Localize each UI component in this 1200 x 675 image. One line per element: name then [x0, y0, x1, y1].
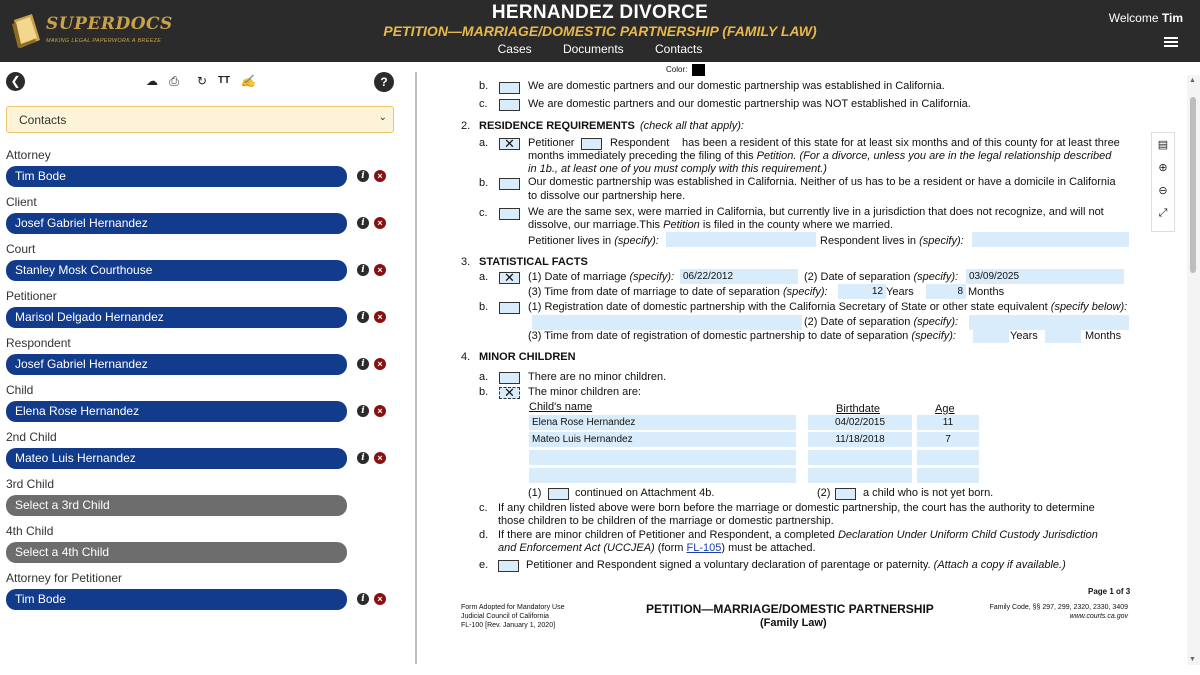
years-field[interactable]: 12 — [838, 284, 886, 299]
item-4d-text-1: If there are minor children of Petitioner and Respondent, a completed Declaration Under Uniform Child Custody Jurisdiction — [498, 529, 1098, 541]
info-icon[interactable]: i — [357, 452, 369, 464]
zoom-out-icon[interactable]: ⊖ — [1158, 185, 1168, 197]
menu-icon[interactable] — [1164, 37, 1178, 47]
respondent-lives-label: Respondent lives in (specify): — [820, 235, 964, 247]
field-label: Court — [6, 242, 36, 256]
info-icon[interactable]: i — [357, 217, 369, 229]
section-3-title: STATISTICAL FACTS — [479, 256, 588, 268]
footer-title: PETITION—MARRIAGE/DOMESTIC PARTNERSHIP — [646, 602, 934, 616]
info-icon[interactable]: i — [357, 593, 369, 605]
field-label: 2nd Child — [6, 430, 57, 444]
document-scrollbar[interactable] — [1187, 75, 1200, 665]
scroll-down-icon[interactable]: ▼ — [1189, 656, 1196, 663]
item-2a-text-1: has been a resident of this state for at least six months and of this county for at least three — [682, 137, 1120, 149]
opt-1-label: (1) — [528, 487, 542, 499]
remove-icon[interactable]: × — [374, 311, 386, 323]
help-icon[interactable]: ? — [374, 72, 394, 92]
contact-select[interactable]: Tim Bode — [6, 166, 347, 187]
item-2a-petitioner: Petitioner — [528, 137, 575, 149]
checkbox-3a[interactable] — [499, 272, 520, 284]
field-label: Client — [6, 195, 37, 209]
field-label: 4th Child — [6, 524, 54, 538]
refresh-icon[interactable]: ↻ — [196, 74, 208, 88]
panel-divider[interactable] — [415, 72, 417, 664]
years-label: Years — [886, 286, 914, 298]
text-size-icon[interactable]: TT — [217, 75, 231, 86]
nav-documents[interactable]: Documents — [562, 42, 624, 56]
item-2b-letter: b. — [479, 177, 489, 189]
panel-select-value: Contacts — [19, 113, 67, 127]
field-label: Attorney for Petitioner — [6, 571, 123, 585]
item-4c-text-1: If any children listed above were born before the marriage or domestic partnership, the court has the authority to determine — [498, 502, 1095, 514]
child-3-age[interactable] — [917, 450, 979, 465]
info-icon[interactable]: i — [357, 358, 369, 370]
item-4e-letter: e. — [479, 559, 489, 571]
remove-icon[interactable]: × — [374, 405, 386, 417]
footer-left: Form Adopted for Mandatory Use Judicial Council of California FL-100 [Rev. January 1, 2020] — [461, 604, 565, 629]
fullscreen-icon[interactable]: ⤢ — [1158, 207, 1168, 219]
item-1b-text: We are domestic partners and our domestic partnership was established in California. — [528, 80, 945, 92]
dp-months-label: Months — [1085, 330, 1122, 342]
checkbox-1b[interactable] — [499, 82, 520, 94]
continued-text: continued on Attachment 4b. — [575, 487, 715, 499]
item-4b-letter: b. — [479, 386, 489, 398]
info-icon[interactable]: i — [357, 311, 369, 323]
child-4-name[interactable] — [529, 468, 796, 483]
item-1b-letter: b. — [479, 80, 489, 92]
child-2-name[interactable]: Mateo Luis Hernandez — [529, 432, 796, 447]
app-header — [0, 0, 1200, 62]
checkbox-2a-petitioner[interactable] — [499, 138, 520, 150]
item-3a-letter: a. — [479, 271, 489, 283]
respondent-lives-field[interactable] — [972, 232, 1129, 247]
time-registration-label: (3) Time from date of registration of domestic partnership to date of separation (specify): — [528, 330, 956, 342]
info-icon[interactable]: i — [357, 264, 369, 276]
cloud-upload-icon[interactable]: ☁ — [146, 74, 158, 88]
back-icon[interactable]: ❮ — [6, 72, 25, 91]
item-4b-text: The minor children are: — [528, 386, 642, 398]
welcome-message — [1109, 11, 1183, 25]
section-4-number: 4. — [461, 351, 471, 363]
col-age: Age — [935, 403, 955, 415]
brand-tagline: MAKING LEGAL PAPERWORK A BREEZE — [46, 38, 162, 44]
footer-subtitle: (Family Law) — [760, 617, 827, 629]
scrollbar-thumb[interactable] — [1190, 97, 1196, 273]
checkbox-2c[interactable] — [499, 208, 520, 220]
document-title: PETITION—MARRIAGE/DOMESTIC PARTNERSHIP (FAMILY LAW) — [383, 23, 817, 39]
field-label: 3rd Child — [6, 477, 55, 491]
contact-select[interactable]: Select a 4th Child — [6, 542, 347, 563]
item-2c-text-1: We are the same sex, were married in California, but currently live in a jurisdiction that does not recognize, and will not — [528, 206, 1104, 218]
checkbox-2b[interactable] — [499, 178, 520, 190]
page-number: Page 1 of 3 — [1088, 587, 1131, 596]
dp-years-label: Years — [1010, 330, 1038, 342]
checkbox-not-born[interactable] — [835, 488, 856, 500]
child-1-name[interactable]: Elena Rose Hernandez — [529, 415, 796, 430]
child-4-birthdate[interactable] — [808, 468, 912, 483]
field-label: Attorney — [6, 148, 51, 162]
remove-icon[interactable]: × — [374, 217, 386, 229]
scroll-up-icon[interactable]: ▲ — [1189, 77, 1196, 84]
panel-toolbar — [0, 62, 410, 100]
checkbox-4e[interactable] — [498, 560, 519, 572]
contact-select[interactable]: Marisol Delgado Hernandez — [6, 307, 347, 328]
section-4-title: MINOR CHILDREN — [479, 351, 576, 363]
item-2b-text-2: to dissolve our partnership here. — [528, 190, 686, 202]
remove-icon[interactable]: × — [374, 170, 386, 182]
section-2-number: 2. — [461, 120, 471, 132]
time-marriage-label: (3) Time from date of marriage to date of separation (specify): — [528, 286, 828, 298]
opt-2-label: (2) — [817, 487, 831, 499]
child-2-age[interactable]: 7 — [917, 432, 979, 447]
print-icon[interactable]: ⎙ — [169, 74, 179, 88]
comment-icon[interactable]: ▤ — [1157, 139, 1169, 151]
nav-cases[interactable]: Cases — [497, 42, 532, 56]
zoom-in-icon[interactable]: ⊕ — [1158, 162, 1168, 174]
info-icon[interactable]: i — [357, 170, 369, 182]
checkbox-3b[interactable] — [499, 302, 520, 314]
section-3-number: 3. — [461, 256, 471, 268]
separation-date-field[interactable]: 03/09/2025 — [966, 269, 1124, 284]
item-4d-letter: d. — [479, 529, 489, 541]
item-4d-text-2: and Enforcement Act (UCCJEA) (form FL-105) must be attached. — [498, 542, 816, 554]
contact-select[interactable]: Select a 3rd Child — [6, 495, 347, 516]
dp-separation-date-label: (2) Date of separation (specify): — [804, 316, 959, 328]
item-2a-respondent: Respondent — [610, 137, 670, 149]
item-4c-letter: c. — [479, 502, 488, 514]
item-2c-text-2: dissolve, our marriage.This Petition is filed in the county where we married. — [528, 219, 894, 231]
item-2b-text-1: Our domestic partnership was established in California. Neither of us has to be a resident or have a domicile in California — [528, 176, 1116, 188]
contacts-panel — [0, 62, 410, 675]
registration-date-label: (1) Registration date of domestic partnership with the California Secretary of State or other state equivalent (specify below): — [528, 301, 1128, 313]
contact-select[interactable]: Josef Gabriel Hernandez — [6, 213, 347, 234]
panel-select[interactable] — [6, 106, 394, 133]
brand-name: SUPERDOCS — [46, 14, 173, 34]
months-field[interactable]: 8 — [926, 284, 966, 299]
child-2-birthdate[interactable]: 11/18/2018 — [808, 432, 912, 447]
signature-icon[interactable]: ✍ — [240, 74, 256, 88]
child-4-age[interactable] — [917, 468, 979, 483]
fl-105-link[interactable]: FL-105 — [686, 542, 722, 554]
remove-icon[interactable]: × — [374, 358, 386, 370]
welcome-prefix: Welcome — [1108, 11, 1159, 25]
color-label: Color: — [666, 65, 688, 74]
section-2-hint: (check all that apply): — [640, 120, 744, 132]
field-label: Respondent — [6, 336, 71, 350]
color-swatch[interactable] — [692, 64, 705, 76]
petitioner-lives-label: Petitioner lives in (specify): — [528, 235, 659, 247]
petition-document — [418, 62, 1188, 675]
checkbox-1c[interactable] — [499, 99, 520, 111]
item-1c-text: We are domestic partners and our domestic partnership was NOT established in California. — [528, 98, 971, 110]
section-2-title: RESIDENCE REQUIREMENTS — [479, 120, 635, 132]
checkbox-4b[interactable] — [499, 387, 520, 399]
petitioner-lives-field[interactable] — [666, 232, 816, 247]
contact-select[interactable]: Mateo Luis Hernandez — [6, 448, 347, 469]
marriage-date-label: (1) Date of marriage (specify): — [528, 271, 675, 283]
nav-contacts[interactable]: Contacts — [655, 42, 703, 56]
chevron-down-icon: ⌄ — [378, 112, 387, 123]
item-2a-letter: a. — [479, 137, 489, 149]
item-4a-text: There are no minor children. — [528, 371, 667, 383]
item-4e-text: Petitioner and Respondent signed a voluntary declaration of parentage or paternity. (Attach a copy if available.) — [526, 559, 1066, 571]
col-birthdate: Birthdate — [836, 403, 881, 415]
dp-years-field[interactable] — [973, 328, 1009, 343]
case-title: HERNANDEZ DIVORCE — [491, 2, 709, 23]
contact-select[interactable]: Josef Gabriel Hernandez — [6, 354, 347, 375]
remove-icon[interactable]: × — [374, 593, 386, 605]
not-born-text: a child who is not yet born. — [863, 487, 994, 499]
main-nav — [0, 42, 1200, 56]
item-2a-text-3: in 1b., at least one of you must comply with this requirement.) — [528, 163, 827, 175]
checkbox-continued[interactable] — [548, 488, 569, 500]
months-label: Months — [968, 286, 1005, 298]
registration-date-field[interactable] — [532, 315, 802, 330]
contact-select[interactable]: Stanley Mosk Courthouse — [6, 260, 347, 281]
child-1-age[interactable]: 11 — [917, 415, 979, 430]
field-label: Petitioner — [6, 289, 57, 303]
item-4c-text-2: those children to be children of the marriage or domestic partnership. — [498, 515, 834, 527]
footer-right: Family Code, §§ 297, 299, 2320, 2330, 3409 www.courts.ca.gov — [989, 604, 1128, 620]
dp-months-field[interactable] — [1045, 328, 1081, 343]
child-3-birthdate[interactable] — [808, 450, 912, 465]
item-2a-text-2: months immediately preceding the filing of this Petition. (For a divorce, unless you are in the legal relationship described — [528, 150, 1112, 162]
col-childs-name: Child's name — [529, 401, 593, 413]
item-3b-letter: b. — [479, 301, 489, 313]
child-3-name[interactable] — [529, 450, 796, 465]
checkbox-4a[interactable] — [499, 372, 520, 384]
info-icon[interactable]: i — [357, 405, 369, 417]
contact-select[interactable]: Tim Bode — [6, 589, 347, 610]
contact-select[interactable]: Elena Rose Hernandez — [6, 401, 347, 422]
item-1c-letter: c. — [479, 98, 488, 110]
document-tools — [1151, 132, 1175, 232]
remove-icon[interactable]: × — [374, 452, 386, 464]
child-1-birthdate[interactable]: 04/02/2015 — [808, 415, 912, 430]
checkbox-2a-respondent[interactable] — [581, 138, 602, 150]
item-2c-letter: c. — [479, 207, 488, 219]
welcome-user: Tim — [1161, 11, 1183, 25]
remove-icon[interactable]: × — [374, 264, 386, 276]
separation-date-label: (2) Date of separation (specify): — [804, 271, 959, 283]
marriage-date-field[interactable]: 06/22/2012 — [680, 269, 798, 284]
field-label: Child — [6, 383, 34, 397]
item-4a-letter: a. — [479, 371, 489, 383]
